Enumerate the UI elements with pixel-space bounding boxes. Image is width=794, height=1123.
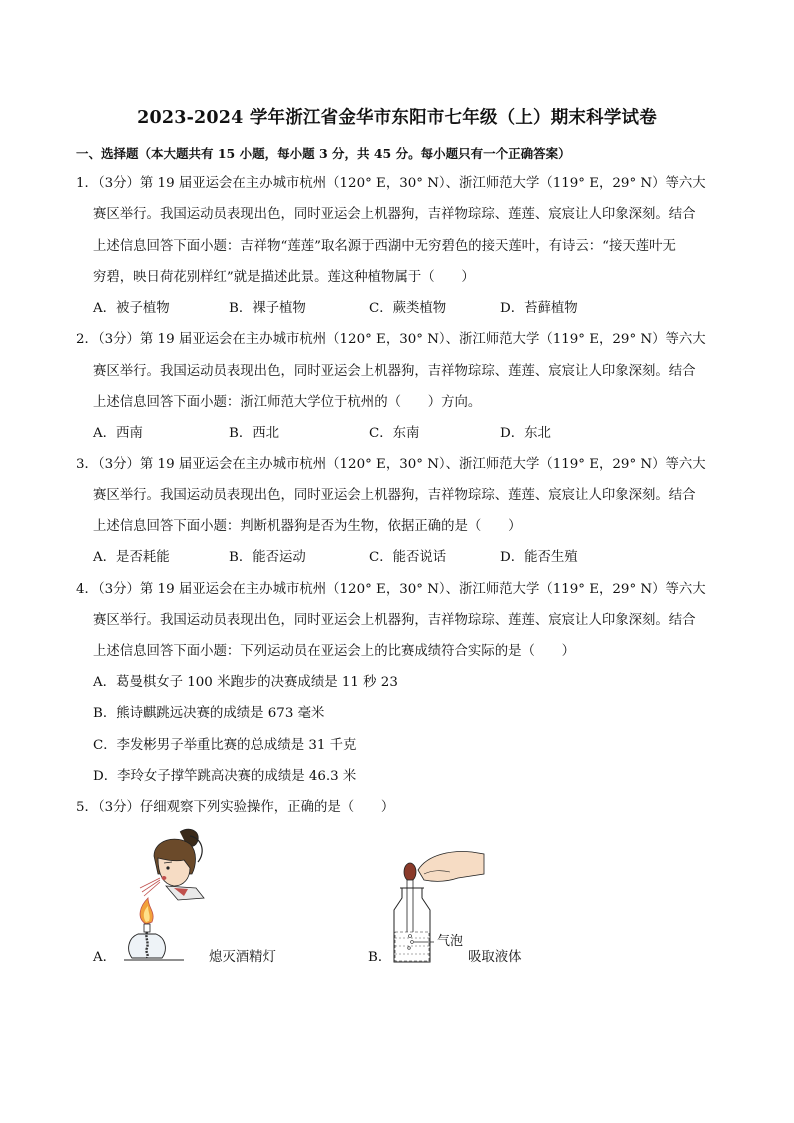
q2-line-2: 赛区举行。我国运动员表现出色，同时亚运会上机器狗，吉祥物琮琮、莲莲、宸宸让人印象深刻。结合: [93, 364, 696, 379]
q5-option-a-label[interactable]: A．: [93, 950, 117, 965]
q2-option-a[interactable]: A．西南: [93, 426, 143, 441]
q2-line-3: 上述信息回答下面小题：浙江师范大学位于杭州的（ ）方向。: [93, 395, 482, 410]
q3-option-c[interactable]: C．能否说话: [369, 550, 447, 565]
figure-blow-out-alcohol-lamp: [118, 826, 208, 966]
q4-option-b[interactable]: B．熊诗麒跳远决赛的成绩是 673 毫米: [93, 706, 325, 721]
q3-option-a[interactable]: A．是否耗能: [93, 550, 170, 565]
q1-option-c[interactable]: C．蕨类植物: [369, 301, 447, 316]
section-heading: 一、选择题（本大题共有 15 小题，每小题 3 分，共 45 分。每小题只有一个正确答案）: [76, 146, 571, 161]
q1-line-1: 1．（3分）第 19 届亚运会在主办城市杭州（120° E，30° N）、浙江师范大学（119° E，29° N）等六大: [76, 176, 706, 191]
q1-line-4: 穷碧，映日荷花别样红”就是描述此景。莲这种植物属于（ ）: [93, 270, 475, 285]
q3-line-3: 上述信息回答下面小题：判断机器狗是否为生物，依据正确的是（ ）: [93, 519, 522, 534]
q3-line-1: 3．（3分）第 19 届亚运会在主办城市杭州（120° E，30° N）、浙江师范大学（119° E，29° N）等六大: [76, 457, 706, 472]
q2-option-d[interactable]: D．东北: [500, 426, 551, 441]
q3-line-2: 赛区举行。我国运动员表现出色，同时亚运会上机器狗，吉祥物琮琮、莲莲、宸宸让人印象深刻。结合: [93, 488, 696, 503]
q5-line-1: 5．（3分）仔细观察下列实验操作，正确的是（ ）: [76, 800, 395, 815]
exam-title: 2023-2024 学年浙江省金华市东阳市七年级（上）期末科学试卷: [137, 108, 657, 128]
q4-line-1: 4．（3分）第 19 届亚运会在主办城市杭州（120° E，30° N）、浙江师范大学（119° E，29° N）等六大: [76, 582, 706, 597]
q1-option-d[interactable]: D．苔藓植物: [500, 301, 578, 316]
q5-option-a-caption: 熄灭酒精灯: [209, 950, 276, 965]
q4-option-c[interactable]: C．李发彬男子举重比赛的总成绩是 31 千克: [93, 738, 357, 753]
q5-option-b-caption: 吸取液体: [468, 950, 522, 965]
q1-line-2: 赛区举行。我国运动员表现出色，同时亚运会上机器狗，吉祥物琮琮、莲莲、宸宸让人印象深刻。结合: [93, 207, 696, 222]
q4-option-d[interactable]: D．李玲女子撑竿跳高决赛的成绩是 46.3 米: [93, 769, 357, 784]
q1-option-a[interactable]: A．被子植物: [93, 301, 170, 316]
q2-option-c[interactable]: C．东南: [369, 426, 420, 441]
q1-option-b[interactable]: B．裸子植物: [229, 301, 306, 316]
q2-line-1: 2．（3分）第 19 届亚运会在主办城市杭州（120° E，30° N）、浙江师范大学（119° E，29° N）等六大: [76, 332, 706, 347]
q3-option-d[interactable]: D．能否生殖: [500, 550, 578, 565]
q4-line-3: 上述信息回答下面小题：下列运动员在亚运会上的比赛成绩符合实际的是（ ）: [93, 644, 576, 659]
q4-line-2: 赛区举行。我国运动员表现出色，同时亚运会上机器狗，吉祥物琮琮、莲莲、宸宸让人印象深刻。结合: [93, 613, 696, 628]
q4-option-a[interactable]: A．葛曼棋女子 100 米跑步的决赛成绩是 11 秒 23: [93, 675, 398, 690]
q5-option-b-label[interactable]: B．: [368, 950, 392, 965]
q3-option-b[interactable]: B．能否运动: [229, 550, 306, 565]
q2-option-b[interactable]: B．西北: [229, 426, 280, 441]
q1-line-3: 上述信息回答下面小题：吉祥物“莲莲”取名源于西湖中无穷碧色的接天莲叶，有诗云：“接天莲叶无: [93, 239, 676, 254]
bubble-label: 气泡: [437, 934, 464, 949]
